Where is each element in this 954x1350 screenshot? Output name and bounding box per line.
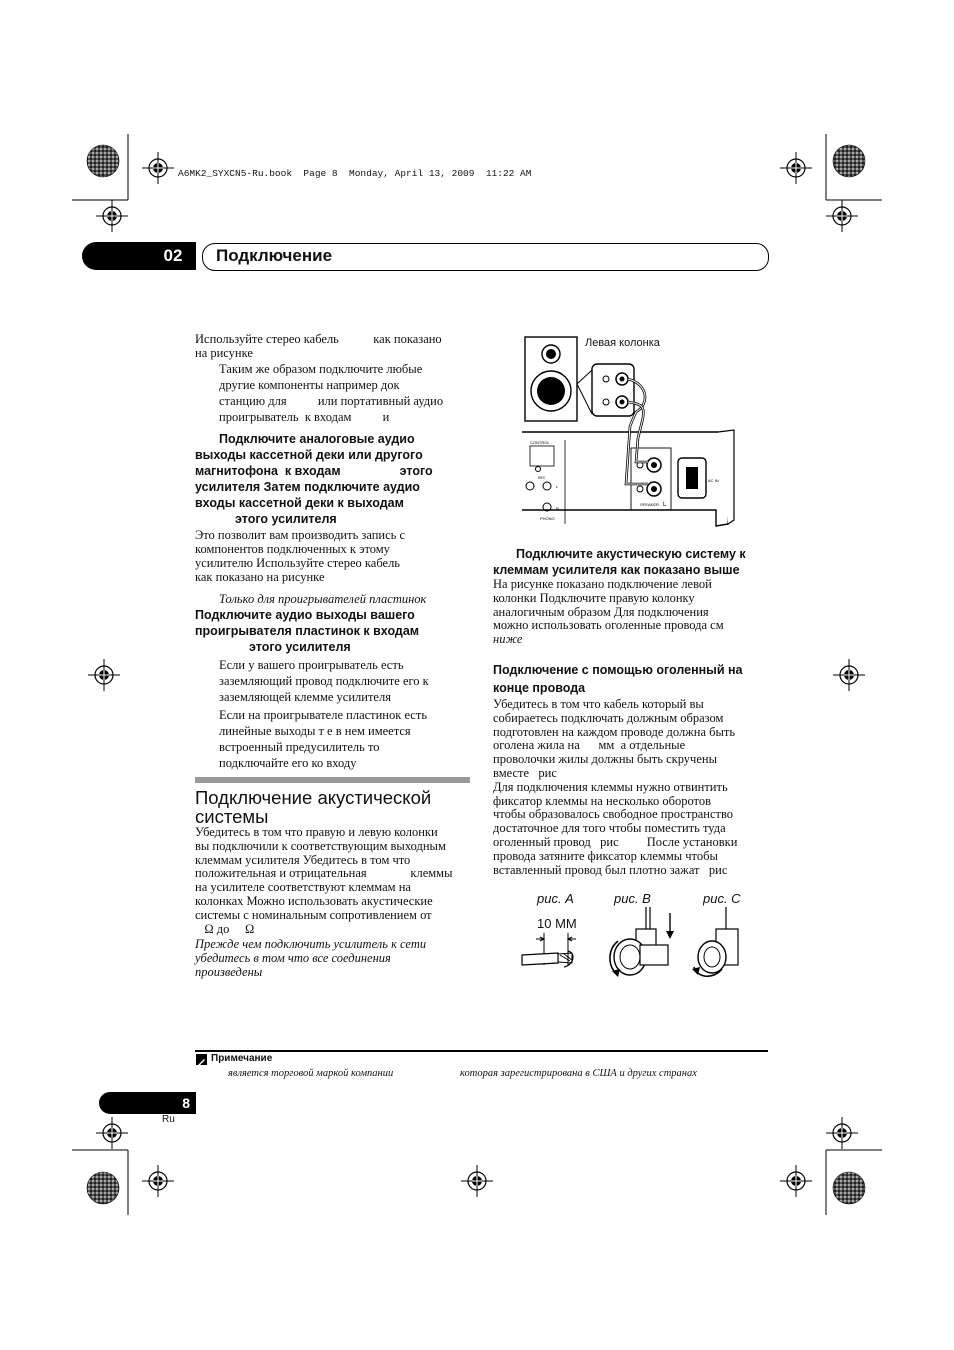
paragraph-6: Убедитесь в том что правую и левую колонки вы подключили к соответствующим выходным клеммам усилителя Убедитесь в том что положительная и отрицательная клеммы на усилителе соответствуют клеммам на колонках Можно использовать акустические системы с номинальным сопротивлением от Ω до Ω xyxy=(195,825,453,936)
starburst-mark xyxy=(87,1172,119,1204)
svg-text:SPEAKER: SPEAKER xyxy=(640,502,659,507)
section-title: Подключение акустической системы xyxy=(195,787,432,827)
starburst-mark xyxy=(87,145,119,177)
svg-text:PHONO: PHONO xyxy=(540,516,555,521)
paragraph-1: Используйте стерео кабель как показано на рисунке xyxy=(195,332,442,360)
paragraph-8: На рисунке показано подключение левой колонки Подключите правую колонку аналогичным образом Для подключения можно использовать оголенные провода см ниже xyxy=(493,577,724,647)
starburst-mark xyxy=(833,1172,865,1204)
paragraph-4: Если у вашего проигрыватель есть заземляющий провод подключите его к заземляющей клемме усилителя xyxy=(219,658,429,704)
note-text-right: которая зарегистрирована в США и других странах xyxy=(460,1068,697,1079)
paragraph-3: Это позволит вам производить запись с компонентов подключенных к этому усилителю Используйте стерео кабель как показано на рисунке xyxy=(195,528,406,584)
terminal-figure-c xyxy=(692,907,738,976)
speaker-terminal-panel xyxy=(592,364,634,416)
svg-text:AC IN: AC IN xyxy=(708,478,719,483)
turntable-note: Только для проигрывателей пластинок xyxy=(219,592,427,606)
note-title: Примечание xyxy=(211,1053,273,1064)
note-icon xyxy=(196,1054,207,1065)
left-column xyxy=(195,332,470,771)
svg-text:CONTROL: CONTROL xyxy=(530,440,550,445)
starburst-mark xyxy=(833,145,865,177)
book-header: A6MK2_SYXCN5-Ru.book Page 8 Monday, April 13, 2009 11:22 AM xyxy=(178,168,532,179)
svg-text:REC: REC xyxy=(538,476,546,480)
paragraph-10: Для подключения клеммы нужно отвинтить фиксатор клеммы на несколько оборотов чтобы образовалось свободное пространство достаточное для того чтобы поместить туда оголенный провод рис После установки провода затяните фиксатор клеммы чтобы вставленный провод был плотно зажат рис xyxy=(493,779,738,877)
left-speaker-label: Левая колонка xyxy=(585,337,660,349)
wire-figures xyxy=(518,905,758,985)
chapter-title: Подключение xyxy=(216,246,333,265)
figure-c-label: рис. C xyxy=(703,891,741,906)
speaker-connection-diagram xyxy=(518,334,770,534)
strip-length-label: 10 ММ xyxy=(537,916,577,931)
speaker-section-text xyxy=(195,826,470,980)
figure-b-label: рис. B xyxy=(614,891,651,906)
figure-a-label: рис. A xyxy=(537,891,574,906)
paragraph-5: Если на проигрывателе пластинок есть линейные выходы т е в нем имеется встроенный предусилитель то подключайте его ко входу xyxy=(219,708,428,770)
page-number: 8 xyxy=(182,1095,190,1111)
stripped-wire-figure xyxy=(522,933,576,967)
bare-wire-heading: Подключение с помощью оголенный на конце провода xyxy=(493,662,743,695)
paragraph-9: Убедитесь в том что кабель который вы собираетесь подключать должным образом подготовлен на каждом проводе должна быть оголена жила на мм а отдельные проволочки жилы должны быть скручены вместе рис xyxy=(493,696,736,780)
instruction-heading-1: Подключите аналоговые аудио выходы кассетной деки или другого магнитофона к входам этого усилителя Затем подключите аудио входы кассетной деки к выходам этого усилителя xyxy=(195,432,433,526)
note-rule xyxy=(195,1050,768,1052)
svg-text:L: L xyxy=(663,502,667,508)
section-rule xyxy=(195,777,470,783)
chapter-number: 02 xyxy=(163,246,183,265)
paragraph-7: Прежде чем подключить усилитель к сети убедитесь в том что все соединения произведены xyxy=(195,937,427,979)
instruction-heading-2: Подключите аудио выходы вашего проигрывателя пластинок к входам этого усилителя xyxy=(195,608,420,654)
note-text-left: является торговой маркой компании xyxy=(228,1068,394,1079)
instruction-heading-3: Подключите акустическую систему к клеммам усилителя как показано выше xyxy=(493,547,746,577)
page-language: Ru xyxy=(162,1114,175,1125)
terminal-figure-b xyxy=(610,907,674,977)
svg-text:R: R xyxy=(556,506,559,511)
paragraph-2: Таким же образом подключите любые другие компоненты например док станцию для или портативный аудио проигрыватель к входам и xyxy=(219,362,444,424)
svg-text:L: L xyxy=(556,484,559,489)
right-column-text xyxy=(493,546,771,877)
